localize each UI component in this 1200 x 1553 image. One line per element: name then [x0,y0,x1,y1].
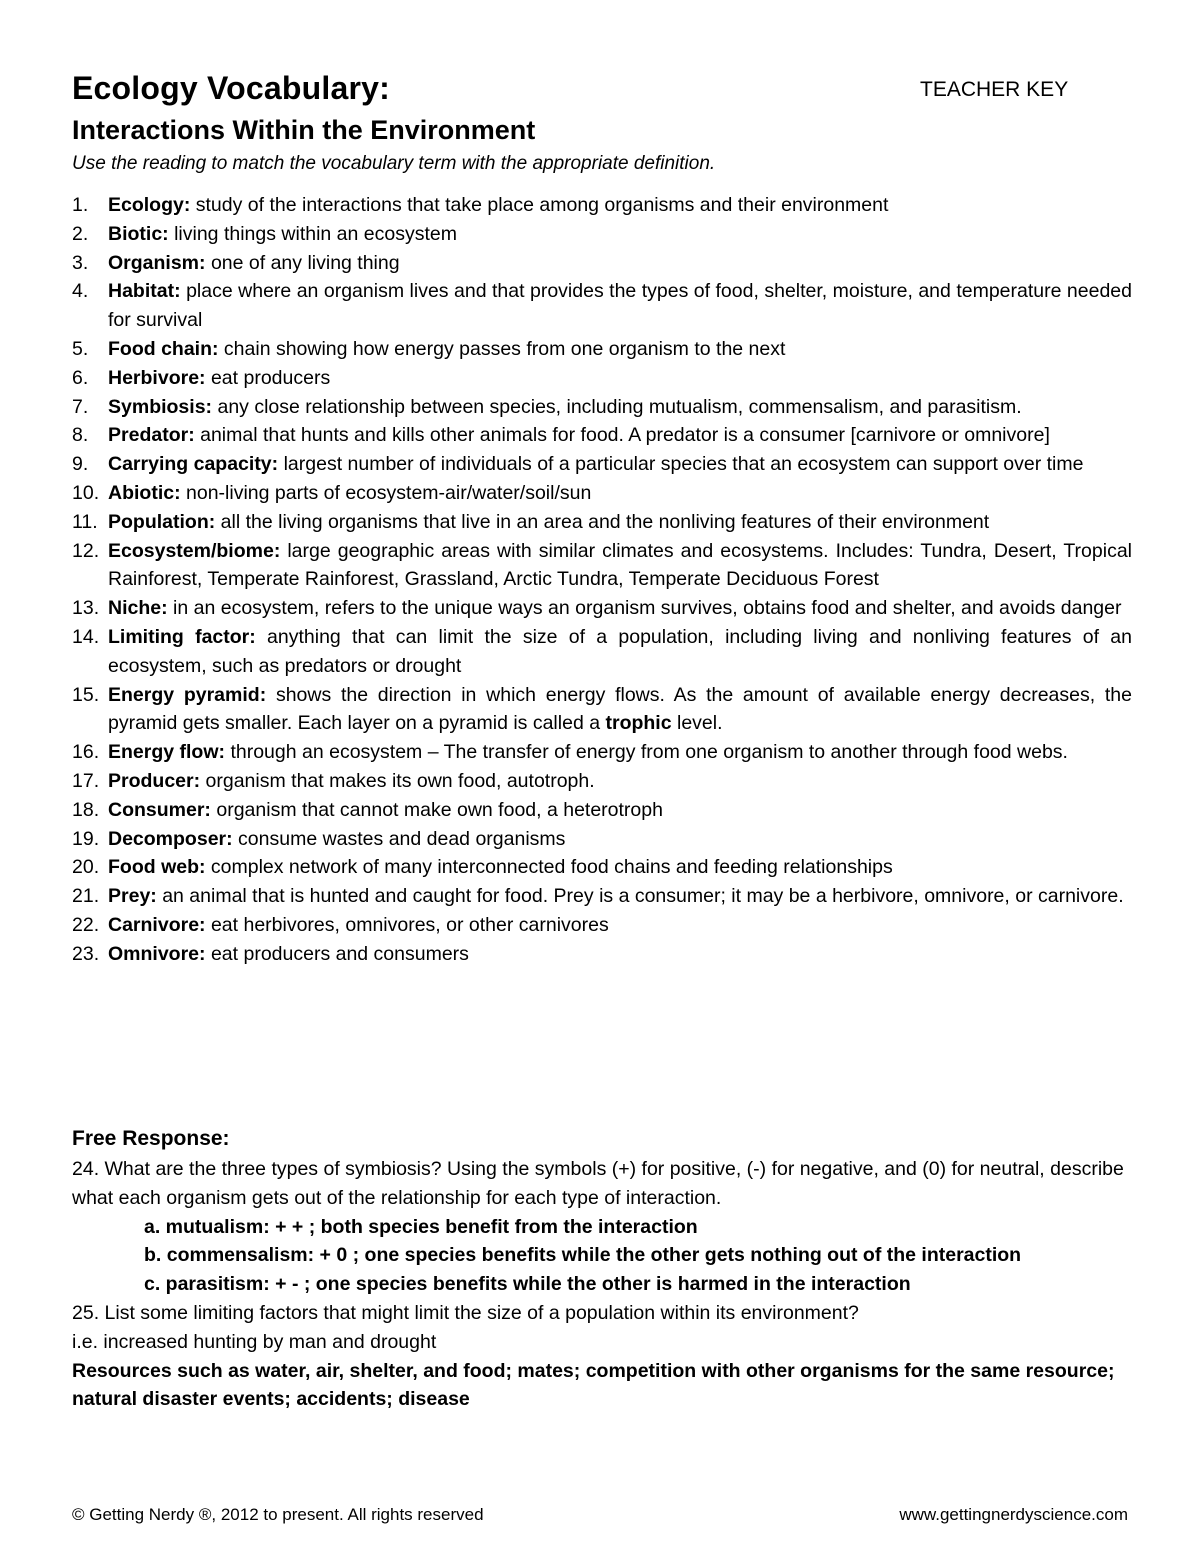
instructions: Use the reading to match the vocabulary term with the appropriate definition. [72,153,716,174]
vocab-item [72,767,1132,796]
vocab-term: Consumer: [108,798,211,821]
page-subtitle: Interactions Within the Environment [72,115,536,145]
vocab-number: 11. [72,510,98,533]
vocab-term: Producer: [108,769,201,792]
vocab-number: 21. [72,885,100,908]
vocab-item [72,191,1132,220]
vocab-item [72,537,1132,595]
vocab-number: 12. [72,539,100,562]
vocab-item [72,335,1132,364]
teacher-key-label: TEACHER KEY [920,78,1069,101]
question-25-example: i.e. increased hunting by man and drought [72,1330,437,1353]
free-response-heading: Free Response: [72,1127,230,1150]
question-25: 25. List some limiting factors that might limit the size of a population within its environment? [72,1301,859,1324]
footer-website: www.gettingnerdyscience.com [899,1505,1128,1524]
vocab-number: 22. [72,913,100,936]
vocab-number: 9. [72,453,89,476]
vocab-number: 16. [72,741,100,764]
vocab-number: 6. [72,366,89,389]
vocab-number: 8. [72,424,89,447]
vocab-definition: consume wastes and dead organisms [238,827,566,850]
vocab-definition: study of the interactions that take place among organisms and their environment [195,194,889,216]
vocab-item [72,421,1132,450]
vocab-definition: organism that cannot make own food, a heterotroph [216,798,663,821]
vocab-item [72,220,1132,249]
free-response-section [72,1155,1132,1414]
vocab-number: 23. [72,942,100,965]
vocab-item [72,479,1132,508]
answer-24-a: a. mutualism: + + ; both species benefit from the interaction [144,1215,698,1238]
vocab-item [72,249,1132,278]
vocab-number: 10. [72,481,100,504]
vocab-term: Habitat: [108,280,181,303]
vocab-item [72,594,1132,623]
vocab-number: 14. [72,625,100,648]
vocab-term: Biotic: [108,222,169,245]
vocab-definition: eat producers [210,366,331,389]
vocab-definition: any close relationship between species, including mutualism, commensalism, and parasitism. [217,395,1022,418]
footer-copyright: © Getting Nerdy ®, 2012 to present. All rights reserved [72,1505,484,1524]
vocab-item [72,738,1132,767]
vocab-definition: chain showing how energy passes from one organism to the next [223,337,786,360]
vocab-number: 18. [72,798,100,821]
vocab-number: 7. [72,395,89,418]
vocab-term: Food web: [108,856,206,879]
vocab-number: 2. [72,222,89,245]
vocab-item [72,393,1132,422]
vocab-item [72,911,1132,940]
vocab-term: Energy flow: [108,741,226,764]
vocab-number: 20. [72,856,100,879]
vocab-definition: one of any living thing [210,251,400,274]
vocab-term: Population: [108,510,216,533]
vocab-term: Carnivore: [108,913,206,936]
vocab-term: Limiting factor: [108,625,256,648]
vocab-item [72,508,1132,537]
page-title: Ecology Vocabulary: [72,70,390,106]
vocab-number: 13. [72,597,100,620]
answer-25: Resources such as water, air, shelter, and food; mates; competition with other organisms for the same resource; natural disaster events; accidents; disease [72,1359,1115,1411]
question-24: 24. What are the three types of symbiosis? Using the symbols (+) for positive, (-) for negative, and (0) for neutral, describe what each organism gets out of the relationship for each type of interaction. [72,1158,1124,1209]
vocab-definition: largest number of individuals of a particular species that an ecosystem can support over time [283,453,1084,476]
vocab-number: 19. [72,827,100,850]
vocab-item [72,796,1132,825]
vocab-term: Predator: [108,424,195,447]
vocabulary-list [72,191,1132,969]
vocab-number: 5. [72,337,89,360]
vocab-item [72,623,1132,681]
vocab-bold-word: trophic [605,712,672,735]
vocab-definition: organism that makes its own food, autotroph. [205,769,595,792]
vocab-definition: eat producers and consumers [210,942,469,965]
vocab-number: 15. [72,683,100,706]
vocab-term: Food chain: [108,337,219,360]
answer-24-c: c. parasitism: + - ; one species benefits while the other is harmed in the interaction [144,1273,911,1296]
vocab-number: 17. [72,769,100,792]
vocab-term: Abiotic: [108,481,181,504]
vocab-item [72,364,1132,393]
vocab-definition: in an ecosystem, refers to the unique ways an organism survives, obtains food and shelter, and avoids danger [173,597,1122,620]
vocab-item [72,853,1132,882]
vocab-definition: an animal that is hunted and caught for food. Prey is a consumer; it may be a herbivore, omnivore, or carnivore. [162,885,1124,908]
vocab-term: Ecosystem/biome: [108,539,281,562]
vocab-definition: large geographic areas with similar climates and ecosystems. Includes: Tundra, Desert, Tropical Rainforest, Temperate Rainforest, Grassland, Arctic Tundra, Temperate Deciduous Forest [108,539,1132,591]
vocab-definition: shows the direction in which energy flows. As the amount of available energy decreases, the pyramid gets smaller. Each layer on a pyramid is called a [108,683,1132,735]
vocab-item [72,681,1132,739]
vocab-term: Symbiosis: [108,395,213,418]
vocab-item [72,940,1132,969]
vocab-item [72,277,1132,335]
vocab-definition: place where an organism lives and that provides the types of food, shelter, moisture, and temperature needed for survival [108,280,1132,332]
vocab-term: Herbivore: [108,366,206,389]
vocab-term: Decomposer: [108,827,233,850]
vocab-number: 4. [72,280,89,303]
vocab-number: 1. [72,194,89,216]
vocab-definition: living things within an ecosystem [174,222,457,245]
vocab-item [72,450,1132,479]
vocab-number: 3. [72,251,89,274]
vocab-item [72,882,1132,911]
vocab-item [72,825,1132,854]
vocab-definition: eat herbivores, omnivores, or other carnivores [210,913,609,936]
vocab-term: Ecology: [108,194,191,216]
vocab-definition: anything that can limit the size of a population, including living and nonliving features of an ecosystem, such as predators or drought [108,625,1132,677]
vocab-term: Prey: [108,885,157,908]
answer-24-b: b. commensalism: + 0 ; one species benefits while the other gets nothing out of the interaction [144,1244,1022,1267]
vocab-definition: non-living parts of ecosystem-air/water/soil/sun [186,481,592,504]
vocab-term: Niche: [108,597,168,620]
vocab-term: Carrying capacity: [108,453,279,476]
vocab-term: Organism: [108,251,206,274]
vocab-definition: all the living organisms that live in an area and the nonliving features of their environment [220,510,990,533]
vocab-term: Energy pyramid: [108,683,267,706]
vocab-definition-end: level. [677,712,723,735]
vocab-definition: animal that hunts and kills other animals for food. A predator is a consumer [carnivore or omnivore] [200,424,1050,447]
vocab-definition: through an ecosystem – The transfer of energy from one organism to another through food webs. [230,741,1068,764]
vocab-term: Omnivore: [108,942,206,965]
vocab-definition: complex network of many interconnected food chains and feeding relationships [210,856,893,879]
